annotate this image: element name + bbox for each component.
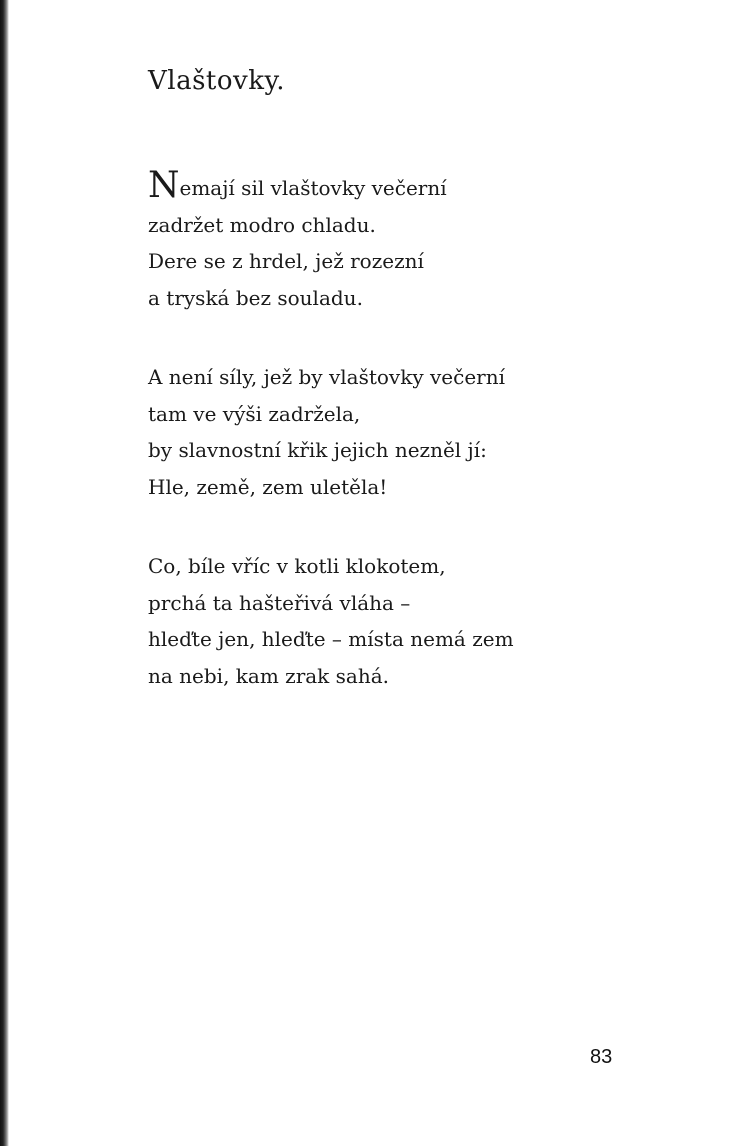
poem-line: [148, 165, 648, 207]
poem-line: a tryská bez souladu.: [148, 285, 363, 310]
poem-line: Dere se z hrdel, jež rozezní: [148, 249, 424, 273]
poem-line: prchá ta hašteřivá vláha –: [148, 590, 411, 615]
poem-line: tam ve výši zadržela,: [148, 401, 361, 426]
poem-line: Co, bíle vříc v kotli klokotem,: [148, 554, 446, 578]
poem-line: zadržet modro chladu.: [148, 212, 376, 237]
stanza: [148, 165, 648, 316]
poem-title: Vlaštovky.: [148, 66, 285, 96]
binding-edge: [0, 0, 9, 1146]
drop-cap: N: [148, 165, 180, 206]
stanza: [148, 359, 648, 505]
poem-line: Hle, země, zem uletěla!: [148, 474, 388, 499]
poem-line: A není síly, jež by vlaštovky večerní: [148, 365, 506, 389]
poem-body: [148, 165, 648, 737]
poem-line: hleďte jen, hleďte – místa nemá zem: [148, 627, 514, 651]
poem-line: na nebi, kam zrak sahá.: [148, 663, 390, 688]
poem-line-text: emají sil vlaštovky večerní: [179, 176, 447, 200]
stanza: [148, 548, 648, 694]
poem-line: by slavnostní křik jejich nezněl jí:: [148, 438, 487, 462]
page-number: 83: [590, 1046, 613, 1068]
